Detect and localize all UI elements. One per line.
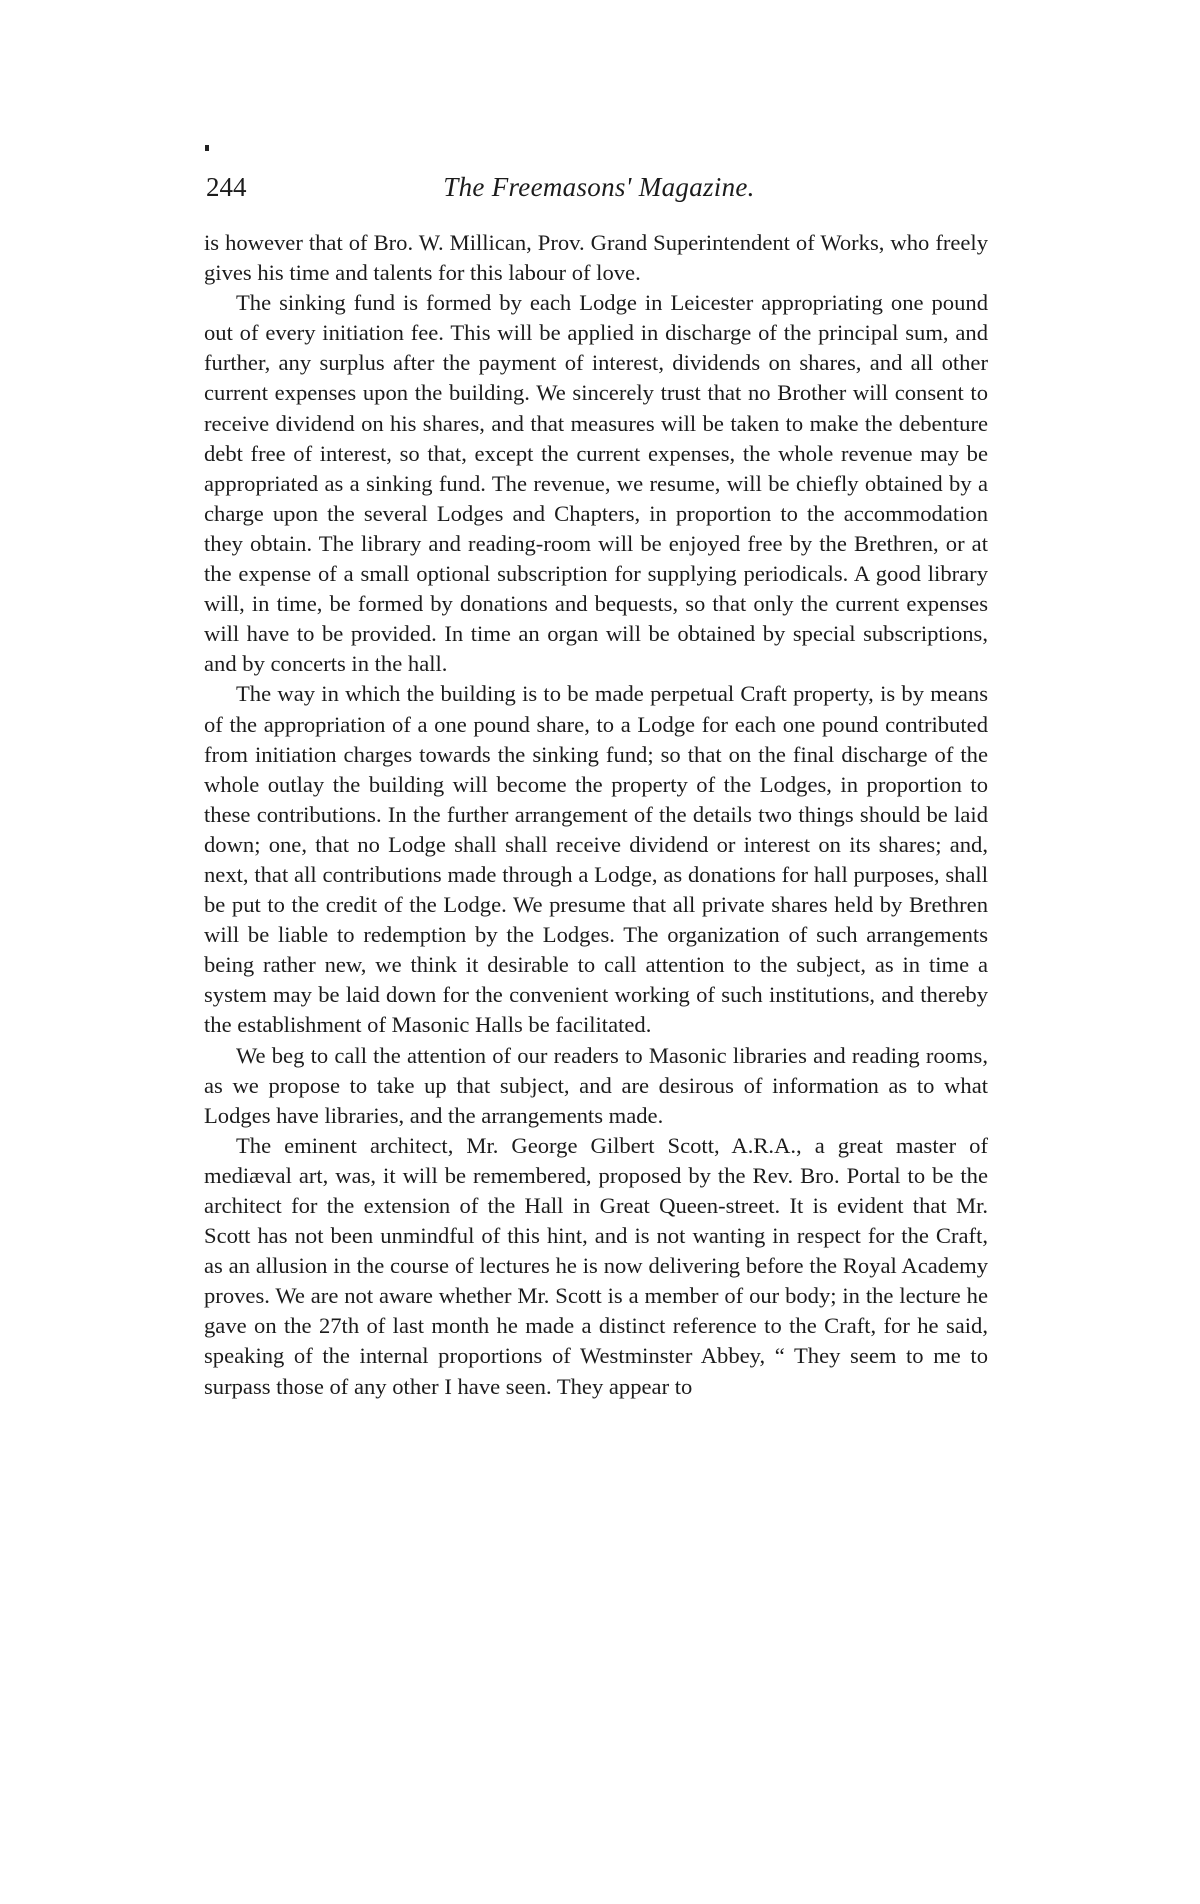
- running-head: [206, 172, 992, 216]
- paragraph-craft-property: The way in which the building is to be made perpetual Craft property, is by means of the appropriation of a one pound share, to a Lodge for each one pound contributed from initiation charges towards the sinking fund; so that on the final discharge of the whole outlay the building will become the property of the Lodges, in proportion to these contributions. In the further arrangement of the details two things should be laid down; one, that no Lodge shall shall receive dividend or interest on its shares; and, next, that all contributions made through a Lodge, as donations for hall purposes, shall be put to the credit of the Lodge. We presume that all private shares held by Brethren will be liable to redemption by the Lodges. The organization of such arrangements being rather new, we think it desirable to call attention to the subject, as in time a system may be laid down for the convenient working of such institutions, and thereby the establishment of Masonic Halls be facilitated.: [204, 681, 988, 1038]
- journal-title: The Freemasons' Magazine.: [443, 172, 755, 202]
- paragraph-libraries: We beg to call the attention of our readers to Masonic libraries and reading rooms, as we propose to take up that subject, and are desirous of information as to what Lodges have libraries, and the arrangements made.: [204, 1042, 988, 1128]
- paragraph-sinking-fund: The sinking fund is formed by each Lodge in Leicester appropriating one pound out of every initiation fee. This will be applied in discharge of the principal sum, and further, any surplus after the payment of interest, dividends on shares, and all other current expenses upon the building. We sincerely trust that no Brother will consent to receive dividend on his shares, and that measures will be taken to make the debenture debt free of interest, so that, except the current expenses, the whole revenue may be appropriated as a sinking fund. The revenue, we resume, will be chiefly obtained by a charge upon the several Lodges and Chapters, in proportion to the accommodation they obtain. The library and reading-room will be enjoyed free by the Brethren, or at the expense of a small optional subscription for supplying periodicals. A good library will, in time, be formed by donations and bequests, so that only the current expenses will have to be provided. In time an organ will be obtained by special subscriptions, and by concerts in the hall.: [204, 290, 988, 677]
- print-mark: [205, 145, 209, 151]
- paragraph-continued: is however that of Bro. W. Millican, Prov. Grand Superintendent of Works, who freely gives his time and talents for this labour of love.: [204, 230, 988, 286]
- article-body: [204, 228, 988, 1402]
- paragraph-architect: The eminent architect, Mr. George Gilbert Scott, A.R.A., a great master of mediæval art, was, it will be remembered, proposed by the Rev. Bro. Portal to be the architect for the extension of the Hall in Great Queen-street. It is evident that Mr. Scott has not been unmindful of this hint, and is not wanting in respect for the Craft, as an allusion in the course of lectures he is now delivering before the Royal Academy proves. We are not aware whether Mr. Scott is a member of our body; in the lecture he gave on the 27th of last month he made a distinct reference to the Craft, for he said, speaking of the internal proportions of Westminster Abbey, “ They seem to me to surpass those of any other I have seen. They appear to: [204, 1132, 988, 1399]
- page-number: 244: [206, 172, 247, 202]
